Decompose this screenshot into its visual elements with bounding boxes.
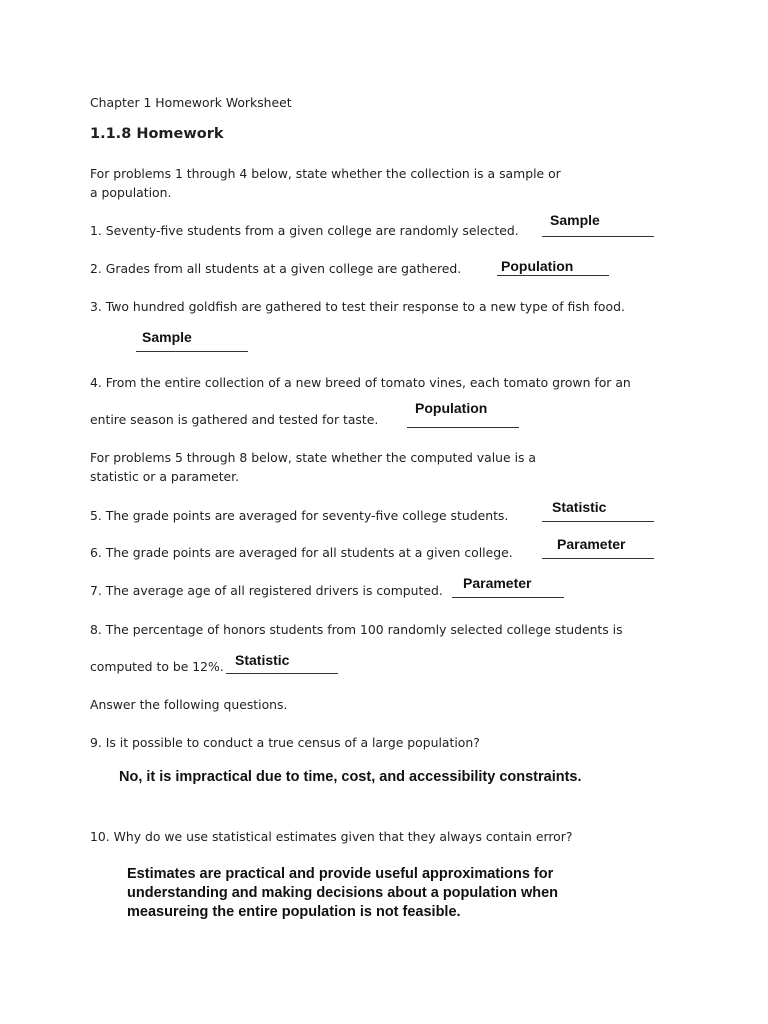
instructions-statistic-parameter-line1: For problems 5 through 8 below, state whether the computed value is a — [90, 450, 537, 465]
problem-4-text-line2: entire season is gathered and tested for taste. — [90, 412, 379, 427]
problem-1-blank-line — [542, 236, 654, 237]
problem-4-text-line1: 4. From the entire collection of a new breed of tomato vines, each tomato grown for an — [90, 375, 631, 390]
problem-10-answer-line1: Estimates are practical and provide useful approximations for — [127, 866, 554, 882]
problem-3-blank-line — [136, 351, 248, 352]
problem-2-text: 2. Grades from all students at a given college are gathered. — [90, 261, 462, 276]
problem-5-answer: Statistic — [552, 499, 607, 515]
problem-2-answer: Population — [501, 258, 574, 274]
problem-6-answer: Parameter — [557, 536, 626, 552]
problem-4-blank-line — [407, 427, 519, 428]
problem-1-text: 1. Seventy-five students from a given college are randomly selected. — [90, 223, 519, 238]
problem-4-answer: Population — [415, 400, 488, 416]
problem-8-answer: Statistic — [235, 652, 290, 668]
instructions-sample-population-line2: a population. — [90, 185, 172, 200]
problem-3-text: 3. Two hundred goldfish are gathered to test their response to a new type of fish food. — [90, 299, 625, 314]
problem-7-text: 7. The average age of all registered drivers is computed. — [90, 583, 443, 598]
problem-3-answer: Sample — [142, 329, 192, 345]
problem-7-blank-line — [452, 597, 564, 598]
instructions-sample-population-line1: For problems 1 through 4 below, state whether the collection is a sample or — [90, 166, 561, 181]
problem-8-blank-line — [226, 673, 338, 674]
instructions-answer-questions: Answer the following questions. — [90, 697, 288, 712]
problem-9-text: 9. Is it possible to conduct a true census of a large population? — [90, 735, 480, 750]
problem-9-answer: No, it is impractical due to time, cost, and accessibility constraints. — [119, 769, 582, 785]
problem-6-text: 6. The grade points are averaged for all students at a given college. — [90, 545, 513, 560]
problem-1-answer: Sample — [550, 212, 600, 228]
instructions-statistic-parameter-line2: statistic or a parameter. — [90, 469, 240, 484]
section-heading: 1.1.8 Homework — [90, 126, 224, 142]
problem-8-text-line1: 8. The percentage of honors students from 100 randomly selected college students is — [90, 622, 623, 637]
problem-7-answer: Parameter — [463, 575, 532, 591]
problem-8-text-line2: computed to be 12%. — [90, 659, 224, 674]
problem-2-blank-line — [497, 275, 609, 276]
problem-10-answer-line3: measureing the entire population is not feasible. — [127, 904, 461, 920]
problem-5-blank-line — [542, 521, 654, 522]
problem-5-text: 5. The grade points are averaged for seventy-five college students. — [90, 508, 509, 523]
worksheet-title: Chapter 1 Homework Worksheet — [90, 95, 292, 110]
problem-10-answer-line2: understanding and making decisions about a population when — [127, 885, 558, 901]
problem-6-blank-line — [542, 558, 654, 559]
problem-10-text: 10. Why do we use statistical estimates given that they always contain error? — [90, 829, 573, 844]
